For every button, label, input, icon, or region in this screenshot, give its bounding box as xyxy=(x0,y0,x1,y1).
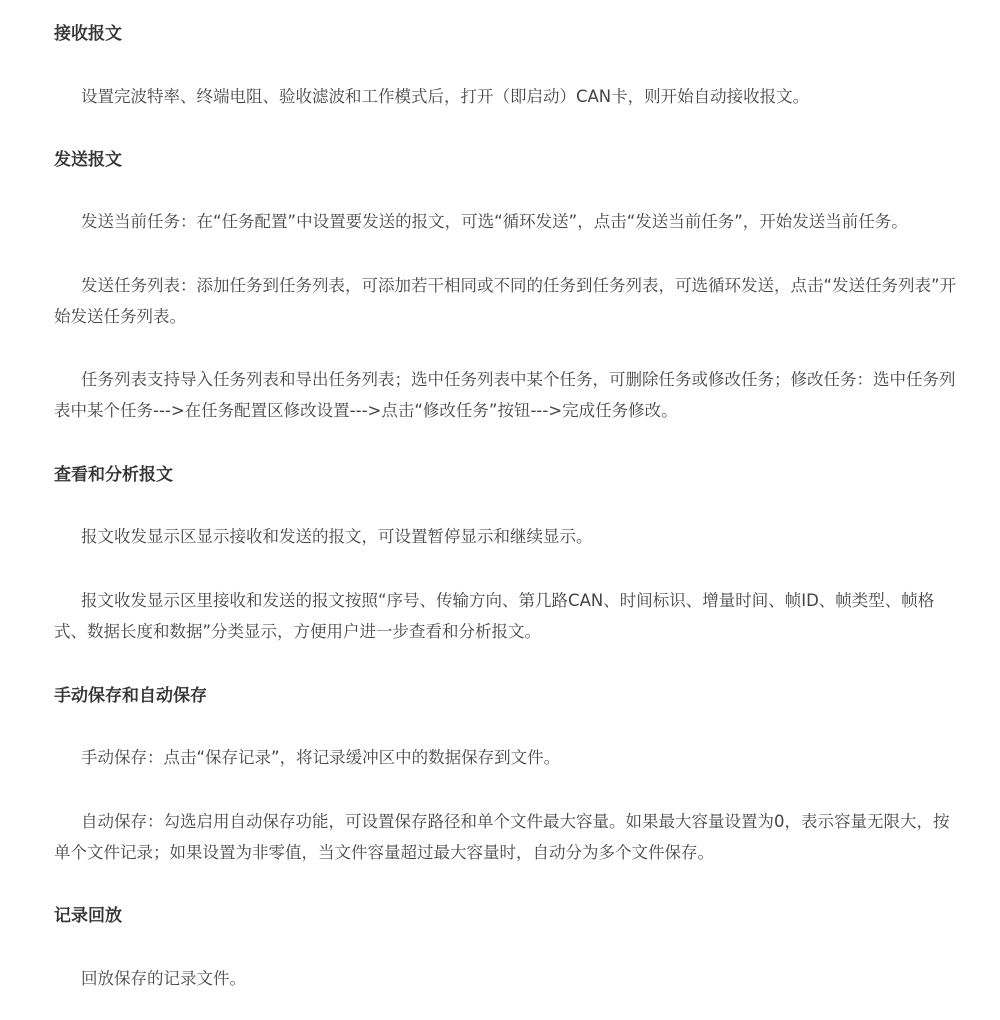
section-heading-send: 发送报文 xyxy=(54,150,122,170)
paragraph-display-fields: 报文收发显示区里接收和发送的报文按照“序号、传输方向、第几路CAN、时间标识、增量时间、帧ID、帧类型、帧格式、数据长度和数据”分类显示，方便用户进一步查看和分析报文。 xyxy=(54,591,935,641)
paragraph-task-list-management: 任务列表支持导入任务列表和导出任务列表；选中任务列表中某个任务，可删除任务或修改任务；修改任务：选中任务列表中某个任务--->在任务配置区修改设置--->点击“修改任务”按钮--->完成任务修改。 xyxy=(54,370,956,420)
paragraph-manual-save: 手动保存：点击“保存记录”，将记录缓冲区中的数据保存到文件。 xyxy=(81,748,561,767)
paragraph-send-current-task: 发送当前任务：在“任务配置”中设置要发送的报文，可选“循环发送”，点击“发送当前任务”，开始发送当前任务。 xyxy=(81,212,908,231)
paragraph-auto-save: 自动保存：勾选启用自动保存功能，可设置保存路径和单个文件最大容量。如果最大容量设置为0，表示容量无限大，按单个文件记录；如果设置为非零值，当文件容量超过最大容量时，自动分为多个文件保存。 xyxy=(54,812,950,862)
paragraph-send-task-list: 发送任务列表：添加任务到任务列表，可添加若干相同或不同的任务到任务列表，可选循环发送，点击“发送任务列表”开始发送任务列表。 xyxy=(54,276,957,326)
section-heading-view-analyze: 查看和分析报文 xyxy=(54,465,173,485)
paragraph-receive: 设置完波特率、终端电阻、验收滤波和工作模式后，打开（即启动）CAN卡，则开始自动接收报文。 xyxy=(81,87,810,106)
section-heading-playback: 记录回放 xyxy=(54,906,122,926)
section-heading-save: 手动保存和自动保存 xyxy=(54,686,207,706)
paragraph-playback: 回放保存的记录文件。 xyxy=(81,969,246,988)
paragraph-display-area: 报文收发显示区显示接收和发送的报文，可设置暂停显示和继续显示。 xyxy=(81,527,593,546)
section-heading-receive: 接收报文 xyxy=(54,24,122,44)
